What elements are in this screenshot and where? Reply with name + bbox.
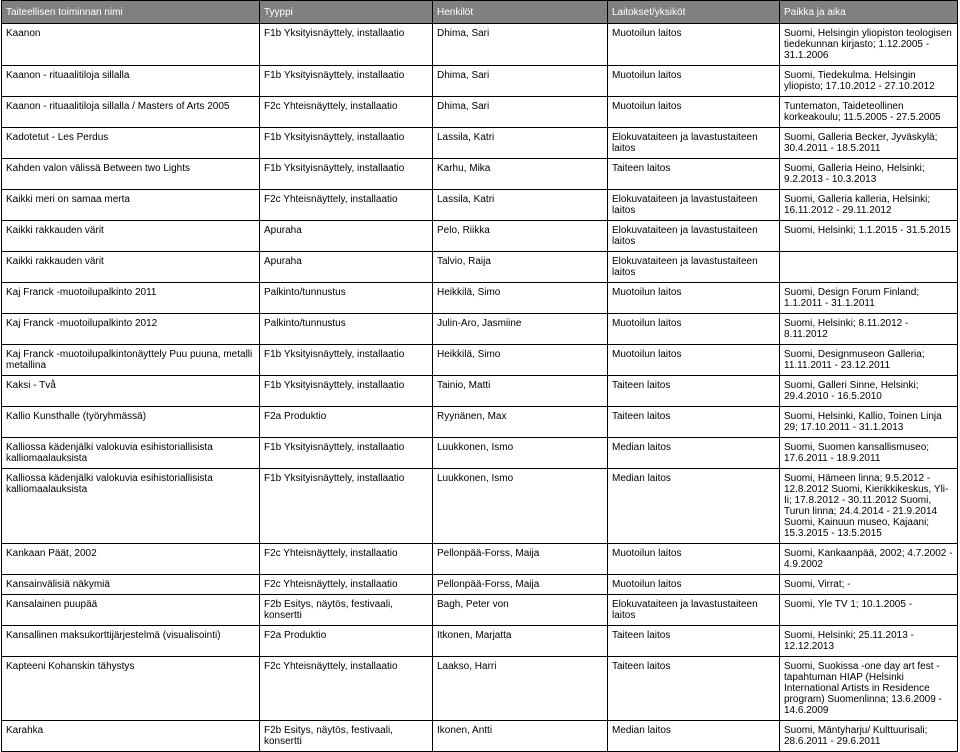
table-row bbox=[2, 314, 958, 345]
cell-name: Kaikki rakkauden värit bbox=[2, 221, 260, 252]
cell-place-time: Suomi, Galleria Becker, Jyväskylä; 30.4.2011 - 18.5.2011 bbox=[780, 128, 958, 159]
document-page bbox=[1, 0, 957, 752]
cell-place-time: Suomi, Kankaanpää, 2002; 4.7.2002 - 4.9.2002 bbox=[780, 544, 958, 575]
table-row bbox=[2, 97, 958, 128]
cell-name: Kaikki meri on samaa merta bbox=[2, 190, 260, 221]
cell-name: Karahka bbox=[2, 721, 260, 752]
cell-persons: Lassila, Katri bbox=[433, 190, 608, 221]
cell-name: Kallio Kunsthalle (työryhmässä) bbox=[2, 407, 260, 438]
table-row bbox=[2, 376, 958, 407]
cell-type: F2a Produktio bbox=[260, 626, 433, 657]
cell-persons: Luukkonen, Ismo bbox=[433, 438, 608, 469]
cell-persons: Heikkilä, Simo bbox=[433, 345, 608, 376]
cell-place-time: Suomi, Tiedekulma. Helsingin yliopisto; 17.10.2012 - 27.10.2012 bbox=[780, 66, 958, 97]
table-row bbox=[2, 252, 958, 283]
cell-name: Kaksi - Två bbox=[2, 376, 260, 407]
cell-place-time: Suomi, Helsinki, Kallio, Toinen Linja 29; 17.10.2011 - 31.1.2013 bbox=[780, 407, 958, 438]
table-row bbox=[2, 159, 958, 190]
cell-name: Kaanon - rituaalitiloja sillalla / Masters of Arts 2005 bbox=[2, 97, 260, 128]
table-row bbox=[2, 657, 958, 721]
header-place-time: Paikka ja aika bbox=[780, 1, 958, 24]
header-type: Tyyppi bbox=[260, 1, 433, 24]
table-row bbox=[2, 283, 958, 314]
cell-type: F1b Yksityisnäyttely, installaatio bbox=[260, 159, 433, 190]
cell-place-time: Suomi, Virrat; - bbox=[780, 575, 958, 595]
cell-place-time: Suomi, Galleria Heino, Helsinki; 9.2.2013 - 10.3.2013 bbox=[780, 159, 958, 190]
header-persons: Henkilöt bbox=[433, 1, 608, 24]
cell-type: F2b Esitys, näytös, festivaali, konsertti bbox=[260, 595, 433, 626]
cell-name: Kapteeni Kohanskin tähystys bbox=[2, 657, 260, 721]
cell-place-time: Suomi, Helsingin yliopiston teologisen tiedekunnan kirjasto; 1.12.2005 - 31.1.2006 bbox=[780, 24, 958, 66]
cell-persons: Pellonpää-Forss, Maija bbox=[433, 575, 608, 595]
cell-persons: Ikonen, Antti bbox=[433, 721, 608, 752]
cell-name: Kalliossa kädenjälki valokuvia esihistoriallisista kalliomaalauksista bbox=[2, 438, 260, 469]
cell-persons: Dhima, Sari bbox=[433, 66, 608, 97]
cell-name: Kansainvälisiä näkymiä bbox=[2, 575, 260, 595]
cell-department: Muotoilun laitos bbox=[608, 66, 780, 97]
cell-persons: Itkonen, Marjatta bbox=[433, 626, 608, 657]
cell-type: F2c Yhteisnäyttely, installaatio bbox=[260, 544, 433, 575]
cell-type: F1b Yksityisnäyttely, installaatio bbox=[260, 469, 433, 544]
table-row bbox=[2, 407, 958, 438]
cell-persons: Julin-Aro, Jasmiine bbox=[433, 314, 608, 345]
cell-persons: Luukkonen, Ismo bbox=[433, 469, 608, 544]
activities-table bbox=[1, 0, 958, 752]
cell-persons: Pelo, Riikka bbox=[433, 221, 608, 252]
cell-name: Kahden valon välissä Between two Lights bbox=[2, 159, 260, 190]
cell-persons: Talvio, Raija bbox=[433, 252, 608, 283]
table-row bbox=[2, 221, 958, 252]
header-row bbox=[2, 1, 958, 24]
cell-persons: Laakso, Harri bbox=[433, 657, 608, 721]
cell-type: Apuraha bbox=[260, 221, 433, 252]
cell-department: Taiteen laitos bbox=[608, 376, 780, 407]
cell-name: Kaanon bbox=[2, 24, 260, 66]
table-row bbox=[2, 190, 958, 221]
table-body bbox=[2, 24, 958, 752]
table-header bbox=[2, 1, 958, 24]
table-row bbox=[2, 24, 958, 66]
cell-place-time: Suomi, Design Forum Finland; 1.1.2011 - 31.1.2011 bbox=[780, 283, 958, 314]
cell-name: Kaikki rakkauden värit bbox=[2, 252, 260, 283]
cell-type: F1b Yksityisnäyttely, installaatio bbox=[260, 24, 433, 66]
cell-type: F1b Yksityisnäyttely, installaatio bbox=[260, 345, 433, 376]
cell-department: Taiteen laitos bbox=[608, 407, 780, 438]
cell-department: Elokuvataiteen ja lavastustaiteen laitos bbox=[608, 128, 780, 159]
cell-name: Kansallinen maksukorttijärjestelmä (visualisointi) bbox=[2, 626, 260, 657]
table-row bbox=[2, 469, 958, 544]
cell-persons: Heikkilä, Simo bbox=[433, 283, 608, 314]
cell-type: F1b Yksityisnäyttely, installaatio bbox=[260, 66, 433, 97]
cell-place-time: Suomi, Galleria kalleria, Helsinki; 16.11.2012 - 29.11.2012 bbox=[780, 190, 958, 221]
cell-department: Median laitos bbox=[608, 438, 780, 469]
cell-place-time bbox=[780, 252, 958, 283]
cell-persons: Lassila, Katri bbox=[433, 128, 608, 159]
cell-department: Elokuvataiteen ja lavastustaiteen laitos bbox=[608, 252, 780, 283]
cell-persons: Ryynänen, Max bbox=[433, 407, 608, 438]
table-row bbox=[2, 128, 958, 159]
cell-department: Taiteen laitos bbox=[608, 626, 780, 657]
cell-type: F2b Esitys, näytös, festivaali, konsertti bbox=[260, 721, 433, 752]
cell-persons: Dhima, Sari bbox=[433, 97, 608, 128]
table-row bbox=[2, 544, 958, 575]
cell-department: Muotoilun laitos bbox=[608, 575, 780, 595]
cell-department: Muotoilun laitos bbox=[608, 544, 780, 575]
cell-place-time: Suomi, Designmuseon Galleria; 11.11.2011 - 23.12.2011 bbox=[780, 345, 958, 376]
cell-type: F2c Yhteisnäyttely, installaatio bbox=[260, 190, 433, 221]
table-row bbox=[2, 721, 958, 752]
cell-place-time: Suomi, Galleri Sinne, Helsinki; 29.4.2010 - 16.5.2010 bbox=[780, 376, 958, 407]
table-row bbox=[2, 438, 958, 469]
cell-type: F2c Yhteisnäyttely, installaatio bbox=[260, 657, 433, 721]
cell-type: Apuraha bbox=[260, 252, 433, 283]
cell-department: Muotoilun laitos bbox=[608, 314, 780, 345]
cell-department: Muotoilun laitos bbox=[608, 24, 780, 66]
cell-name: Kadotetut - Les Perdus bbox=[2, 128, 260, 159]
cell-department: Muotoilun laitos bbox=[608, 283, 780, 314]
cell-department: Muotoilun laitos bbox=[608, 345, 780, 376]
cell-persons: Pellonpää-Forss, Maija bbox=[433, 544, 608, 575]
cell-name: Kankaan Päät, 2002 bbox=[2, 544, 260, 575]
cell-persons: Dhima, Sari bbox=[433, 24, 608, 66]
cell-place-time: Suomi, Mäntyharju/ Kulttuurisali; 28.6.2011 - 29.6.2011 bbox=[780, 721, 958, 752]
header-departments: Laitokset/yksiköt bbox=[608, 1, 780, 24]
cell-department: Elokuvataiteen ja lavastustaiteen laitos bbox=[608, 190, 780, 221]
cell-department: Taiteen laitos bbox=[608, 657, 780, 721]
cell-place-time: Suomi, Helsinki; 25.11.2013 - 12.12.2013 bbox=[780, 626, 958, 657]
table-row bbox=[2, 66, 958, 97]
cell-type: F2c Yhteisnäyttely, installaatio bbox=[260, 97, 433, 128]
cell-name: Kaj Franck -muotoilupalkinto 2011 bbox=[2, 283, 260, 314]
cell-name: Kaj Franck -muotoilupalkintonäyttely Puu puuna, metalli metallina bbox=[2, 345, 260, 376]
cell-type: Palkinto/tunnustus bbox=[260, 283, 433, 314]
cell-place-time: Suomi, Suomen kansallismuseo; 17.6.2011 - 18.9.2011 bbox=[780, 438, 958, 469]
cell-persons: Tainio, Matti bbox=[433, 376, 608, 407]
cell-type: F1b Yksityisnäyttely, installaatio bbox=[260, 128, 433, 159]
cell-department: Muotoilun laitos bbox=[608, 97, 780, 128]
cell-department: Elokuvataiteen ja lavastustaiteen laitos bbox=[608, 221, 780, 252]
cell-type: F1b Yksityisnäyttely, installaatio bbox=[260, 376, 433, 407]
cell-type: F2c Yhteisnäyttely, installaatio bbox=[260, 575, 433, 595]
cell-department: Median laitos bbox=[608, 721, 780, 752]
header-name: Taiteellisen toiminnan nimi bbox=[2, 1, 260, 24]
cell-place-time: Suomi, Yle TV 1; 10.1.2005 - bbox=[780, 595, 958, 626]
table-row bbox=[2, 595, 958, 626]
cell-place-time: Suomi, Helsinki; 1.1.2015 - 31.5.2015 bbox=[780, 221, 958, 252]
cell-department: Taiteen laitos bbox=[608, 159, 780, 190]
cell-type: Palkinto/tunnustus bbox=[260, 314, 433, 345]
cell-place-time: Suomi, Suokissa -one day art fest - tapahtuman HIAP (Helsinki International Artists in Residence program) Suomenlinna; 13.6.2009 - 14.6.2009 bbox=[780, 657, 958, 721]
cell-name: Kaanon - rituaalitiloja sillalla bbox=[2, 66, 260, 97]
table-row bbox=[2, 345, 958, 376]
cell-persons: Bagh, Peter von bbox=[433, 595, 608, 626]
cell-name: Kaj Franck -muotoilupalkinto 2012 bbox=[2, 314, 260, 345]
cell-department: Median laitos bbox=[608, 469, 780, 544]
cell-place-time: Suomi, Hämeen linna; 9.5.2012 - 12.8.2012 Suomi, Kierikkikeskus, Yli-Ii; 17.8.2012 - 30.11.2012 Suomi, Turun linna; 24.4.2014 - 21.9.2014 Suomi, Kainuun museo, Kajaani; 15.3.2015 - 13.5.2015 bbox=[780, 469, 958, 544]
cell-type: F2a Produktio bbox=[260, 407, 433, 438]
cell-name: Kalliossa kädenjälki valokuvia esihistoriallisista kalliomaalauksista bbox=[2, 469, 260, 544]
cell-place-time: Suomi, Helsinki; 8.11.2012 - 8.11.2012 bbox=[780, 314, 958, 345]
cell-type: F1b Yksityisnäyttely, installaatio bbox=[260, 438, 433, 469]
cell-department: Elokuvataiteen ja lavastustaiteen laitos bbox=[608, 595, 780, 626]
cell-persons: Karhu, Mika bbox=[433, 159, 608, 190]
table-row bbox=[2, 626, 958, 657]
table-row bbox=[2, 575, 958, 595]
cell-place-time: Tuntematon, Taideteollinen korkeakoulu; 11.5.2005 - 27.5.2005 bbox=[780, 97, 958, 128]
cell-name: Kansalainen puupää bbox=[2, 595, 260, 626]
